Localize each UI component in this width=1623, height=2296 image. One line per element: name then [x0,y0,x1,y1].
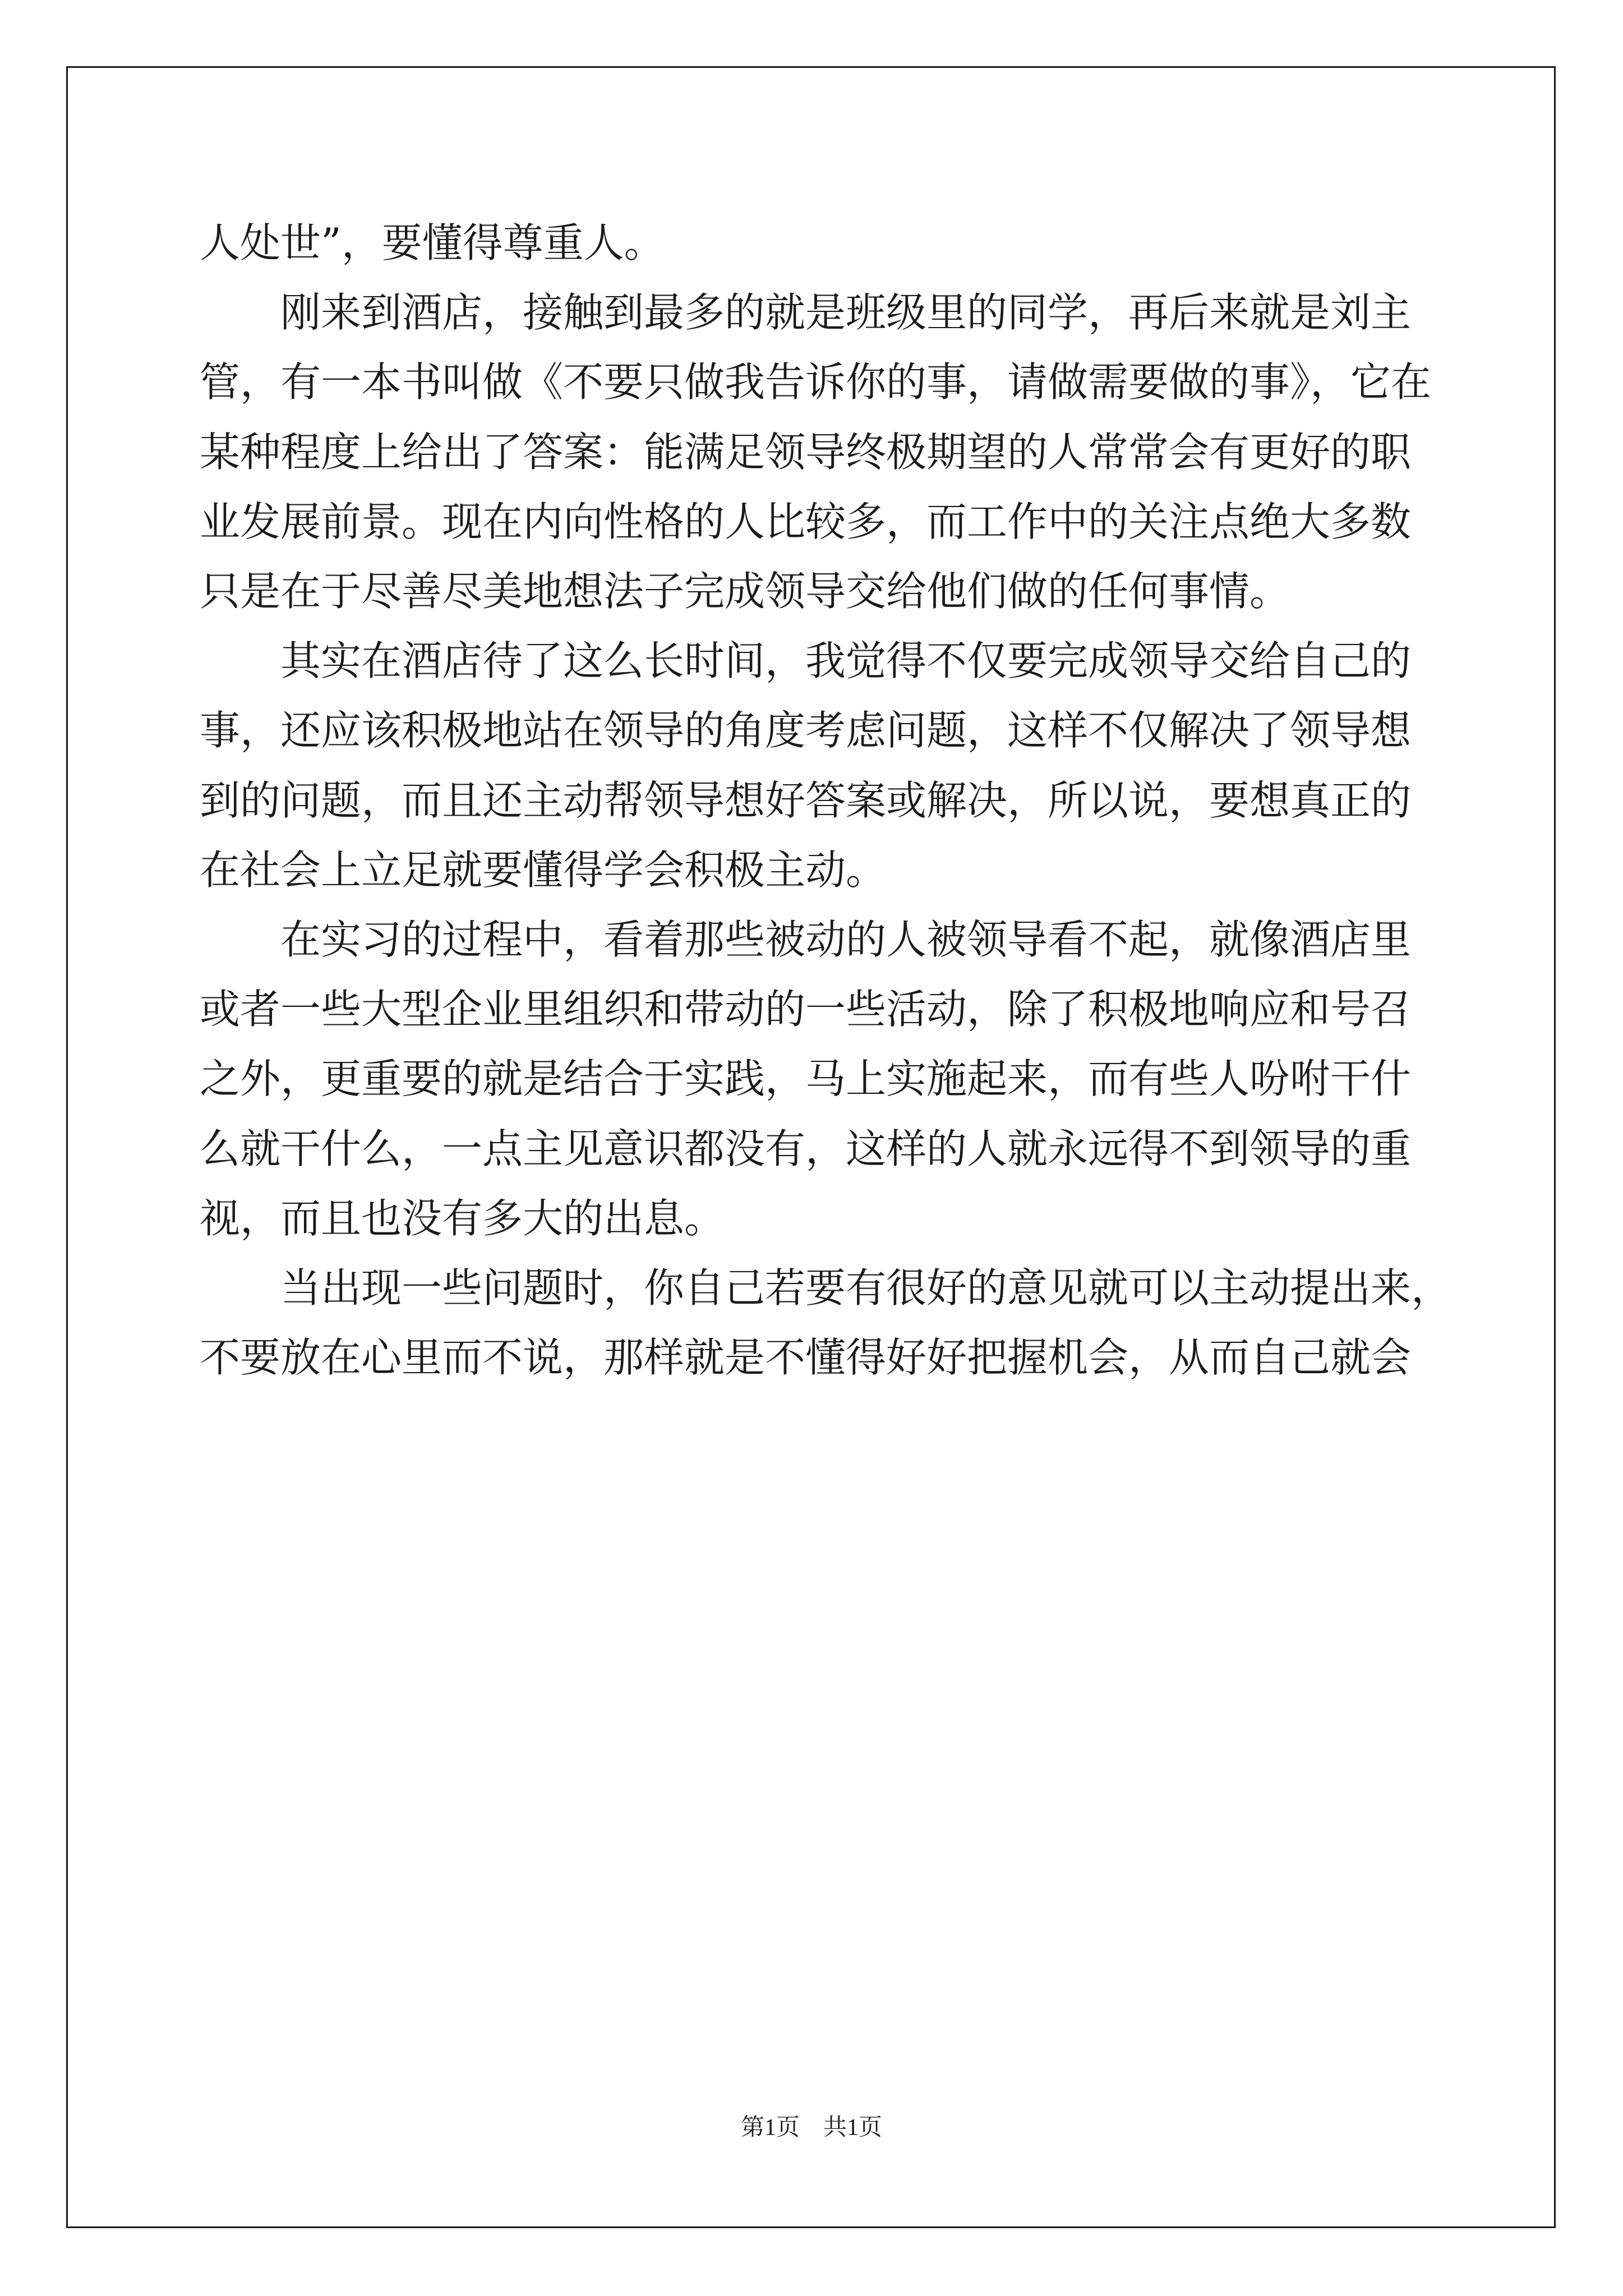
text-line: 在社会上立足就要懂得学会积极主动。 [200,846,887,894]
text-line: 其实在酒店待了这么长时间，我觉得不仅要完成领导交给自己的 [280,637,1412,685]
text-line: 只是在于尽善尽美地想法子完成领导交给他们做的任何事情。 [200,568,1290,615]
text-line: 人处世”，要懂得尊重人。 [200,219,665,266]
page-footer: 第1页 共1页 [740,2115,882,2141]
text-line: 业发展前景。现在内向性格的人比较多，而工作中的关注点绝大多数 [200,498,1412,545]
text-line: 么就干什么，一点主见意识都没有，这样的人就永远得不到领导的重 [200,1125,1412,1172]
text-line: 视，而且也没有多大的出息。 [200,1194,725,1242]
text-line: 在实习的过程中，看着那些被动的人被领导看不起，就像酒店里 [280,916,1412,964]
text-line: 刚来到酒店，接触到最多的就是班级里的同学，再后来就是刘主 [280,289,1412,337]
text-line: 或者一些大型企业里组织和带动的一些活动，除了积极地响应和号召 [200,986,1412,1033]
text-line: 到的问题，而且还主动帮领导想好答案或解决，所以说，要想真正的 [200,776,1412,824]
text-line: 事，还应该积极地站在领导的角度考虑问题，这样不仅解决了领导想 [200,707,1412,754]
text-line: 之外，更重要的就是结合于实践，马上实施起来，而有些人吩咐干什 [200,1055,1412,1103]
text-line: 管，有一本书叫做《不要只做我告诉你的事，请做需要做的事》，它在 [200,358,1432,406]
document-body [200,208,1452,1392]
text-line: 当出现一些问题时，你自己若要有很好的意见就可以主动提出来， [280,1264,1452,1312]
text-line: 不要放在心里而不说，那样就是不懂得好好把握机会，从而自己就会 [200,1334,1412,1382]
text-line: 某种程度上给出了答案：能满足领导终极期望的人常常会有更好的职 [200,428,1412,476]
